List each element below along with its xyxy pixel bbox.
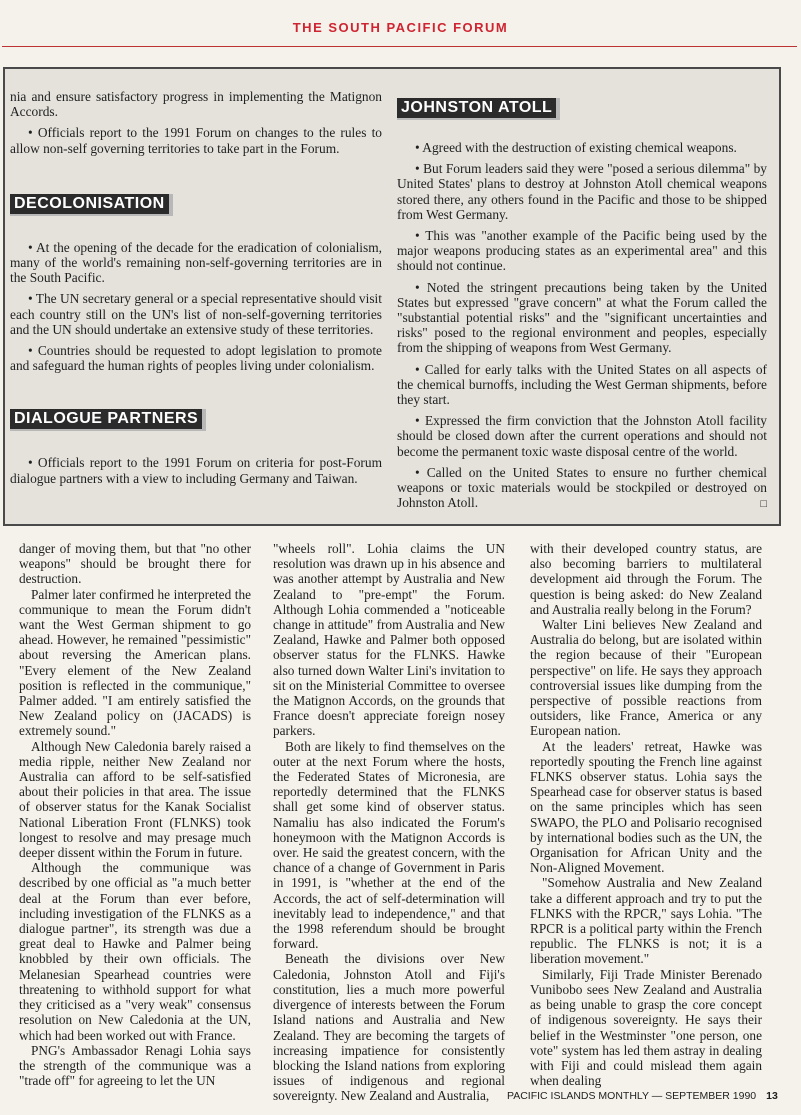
article-column-1 (19, 541, 251, 1088)
johnston-bullet: • Called for early talks with the United States on all aspects of the chemical burnoffs, including the West German shipments, before they start. (397, 361, 767, 408)
section-heading-dialogue-partners: DIALOGUE PARTNERS (10, 409, 206, 431)
header-rule (2, 46, 797, 47)
article-paragraph: Walter Lini believes New Zealand and Australia do belong, but are isolated within the region because of their "European perspective" on life. He says they approach controversial issues like dumping from the perspective of possible reactions from outsiders, like France, America or any European nation. (530, 617, 762, 739)
section-heading-decolonisation: DECOLONISATION (10, 194, 173, 216)
summary-right-column (397, 98, 767, 516)
decolonisation-bullet: • Countries should be requested to adopt legislation to promote and safeguard the human rights of peoples living under colonialism. (10, 343, 382, 374)
johnston-bullet: • This was "another example of the Pacific being used by the major weapons producing states as an experimental area" and this should not continue. (397, 228, 767, 274)
intro-bullet: • Officials report to the 1991 Forum on changes to the rules to allow non-self governing territories to take part in the Forum. (10, 125, 382, 156)
running-header: THE SOUTH PACIFIC FORUM (292, 20, 509, 35)
intro-paragraph: nia and ensure satisfactory progress in implementing the Matignon Accords. (10, 89, 382, 120)
article-paragraph: Beneath the divisions over New Caledonia, Johnston Atoll and Fiji's constitution, lies a much more powerful divergence of interests between the Forum Island nations and Australia and New Zealand. They are becoming the targets of increasing impatience for consistently blocking the Island nations from exploring issues of indigenous and regional sovereignty. New Zealand and Australia, (273, 951, 505, 1104)
article-paragraph: Both are likely to find themselves on the outer at the next Forum where the hosts, the Federated States of Micronesia, are reportedly determined that the FLNKS shall get some kind of observer status. Namaliu has also indicated the Forum's honeymoon with the Matignon Accords is over. He said the greatest concern, with the chance of a change of Government in Paris in 1991, is "whether at the end of the Accords, the act of self-determination will inevitably lead to independence," and that the 1998 referendum should be brought forward. (273, 738, 505, 952)
article-paragraph: with their developed country status, are also becoming barriers to multilateral development aid through the Forum. The question is being asked: do New Zealand and Australia really belong in the Forum? (530, 541, 762, 617)
johnston-bullet (397, 465, 767, 511)
article-paragraph: PNG's Ambassador Renagi Lohia says the strength of the communique was a "trade off" for agreeing to let the UN (19, 1042, 251, 1089)
article-paragraph: danger of moving them, but that "no other weapons" should be brought there for destruction. (19, 541, 251, 587)
article-paragraph: Similarly, Fiji Trade Minister Berenado Vunibobo sees New Zealand and Australia as being unable to grasp the core concept of indigenous sovereignty. He says their belief in the Westminster "one person, one vote" system has led them astray in dealing with Fiji and could mislead them again when dealing (530, 966, 762, 1089)
article-paragraph: Although New Caledonia barely raised a media ripple, neither New Zealand nor Australia can afford to be self-satisfied about their policies in that area. The issue of observer status for the Kanak Socialist National Liberation Front (FLNKS) took longest to resolve and may presage much deeper dissent within the Forum in future. (19, 738, 251, 861)
article-paragraph: Although the communique was described by one official as "a much better deal at the Forum than ever before, including investigation of the FLNKS as a dialogue partner", its strength was due a great deal to Hawke and Palmer being knobbled by their own officials. The Melanesian Spearhead countries were threatening to withhold support for what they criticised as a "very weak" consensus resolution on New Caledonia at the UN, which had been worked out with France. (19, 860, 251, 1043)
page-footer (507, 1090, 787, 1102)
article-column-3 (530, 541, 762, 1088)
summary-box (3, 67, 781, 526)
article-column-2 (273, 541, 505, 1104)
article-paragraph: "wheels roll". Lohia claims the UN resolution was drawn up in his absence and was another attempt by Australia and New Zealand to "pre-empt" the Forum. Although Lohia commended a "noticeable change in attitude" from Australia and New Zealand, Hawke and Palmer both opposed observer status for the FLNKS. Hawke also turned down Walter Lini's invitation to sit on the Ministerial Committee to oversee the Matignon Accords, on the grounds that France doesn't appreciate foreign nosey parkers. (273, 541, 505, 739)
dialogue-bullet: • Officials report to the 1991 Forum on criteria for post-Forum dialogue partners with a view to including Germany and Taiwan. (10, 455, 382, 486)
article-paragraph: "Somehow Australia and New Zealand take a different approach and try to put the FLNKS with the RPCR," says Lohia. "The RPCR is a political party within the French republic. The FLNKS is not; it is a liberation movement." (530, 875, 762, 967)
summary-left-column (10, 89, 382, 492)
end-mark-icon: □ (760, 498, 767, 511)
johnston-bullet: • Noted the stringent precautions being taken by the United States but expressed "grave concern" at what the Forum called the "substantial potential risks" and the "significant uncertainties and risks" posed to the regional environment and peoples, especially from the shipping of weapons from West Germany. (397, 279, 767, 356)
johnston-bullet: • Expressed the firm conviction that the Johnston Atoll facility should be closed down after the current operations and should not become the permanent toxic waste disposal centre of the world. (397, 413, 767, 459)
article-paragraph: At the leaders' retreat, Hawke was reportedly spouting the French line against FLNKS observer status. Lohia says the Spearhead case for observer status is based on the same principles which has seen SWAPO, the PLO and Polisario recognised by international bodies such as the UN, the Organisation for African Unity and the Non-Aligned Movement. (530, 738, 762, 876)
section-heading-johnston-atoll: JOHNSTON ATOLL (397, 98, 560, 120)
decolonisation-bullet: • At the opening of the decade for the eradication of colonialism, many of the world's remaining non-self-governing territories are in the South Pacific. (10, 239, 382, 286)
johnston-bullet-text: • Called on the United States to ensure no further chemical weapons or toxic materials would be stockpiled or destroyed on Johnston Atoll. (397, 464, 767, 511)
publication-info: PACIFIC ISLANDS MONTHLY — SEPTEMBER 1990 (507, 1090, 757, 1102)
johnston-bullet: • Agreed with the destruction of existing chemical weapons. (415, 140, 737, 155)
decolonisation-bullet: • The UN secretary general or a special representative should visit each country still on the UN's list of non-self-governing territories and the UN should undertake an extensive study of these territories. (10, 291, 382, 337)
johnston-bullet: • But Forum leaders said they were "posed a serious dilemma" by United States' plans to destroy at Johnston Atoll chemical weapons stored there, any others found in the Pacific and those to be shipped from West Germany. (397, 161, 767, 222)
page-number: 13 (766, 1090, 778, 1102)
article-paragraph: Palmer later confirmed he interpreted the communique to mean the Forum didn't want the West German shipment to go ahead. However, he remained "pessimistic" about reversing the American plans. "Every element of the New Zealand position is reflected in the communique," Palmer added. "I am entirely satisfied the New Zealand policy on (JACADS) is extremely sound." (19, 586, 251, 739)
